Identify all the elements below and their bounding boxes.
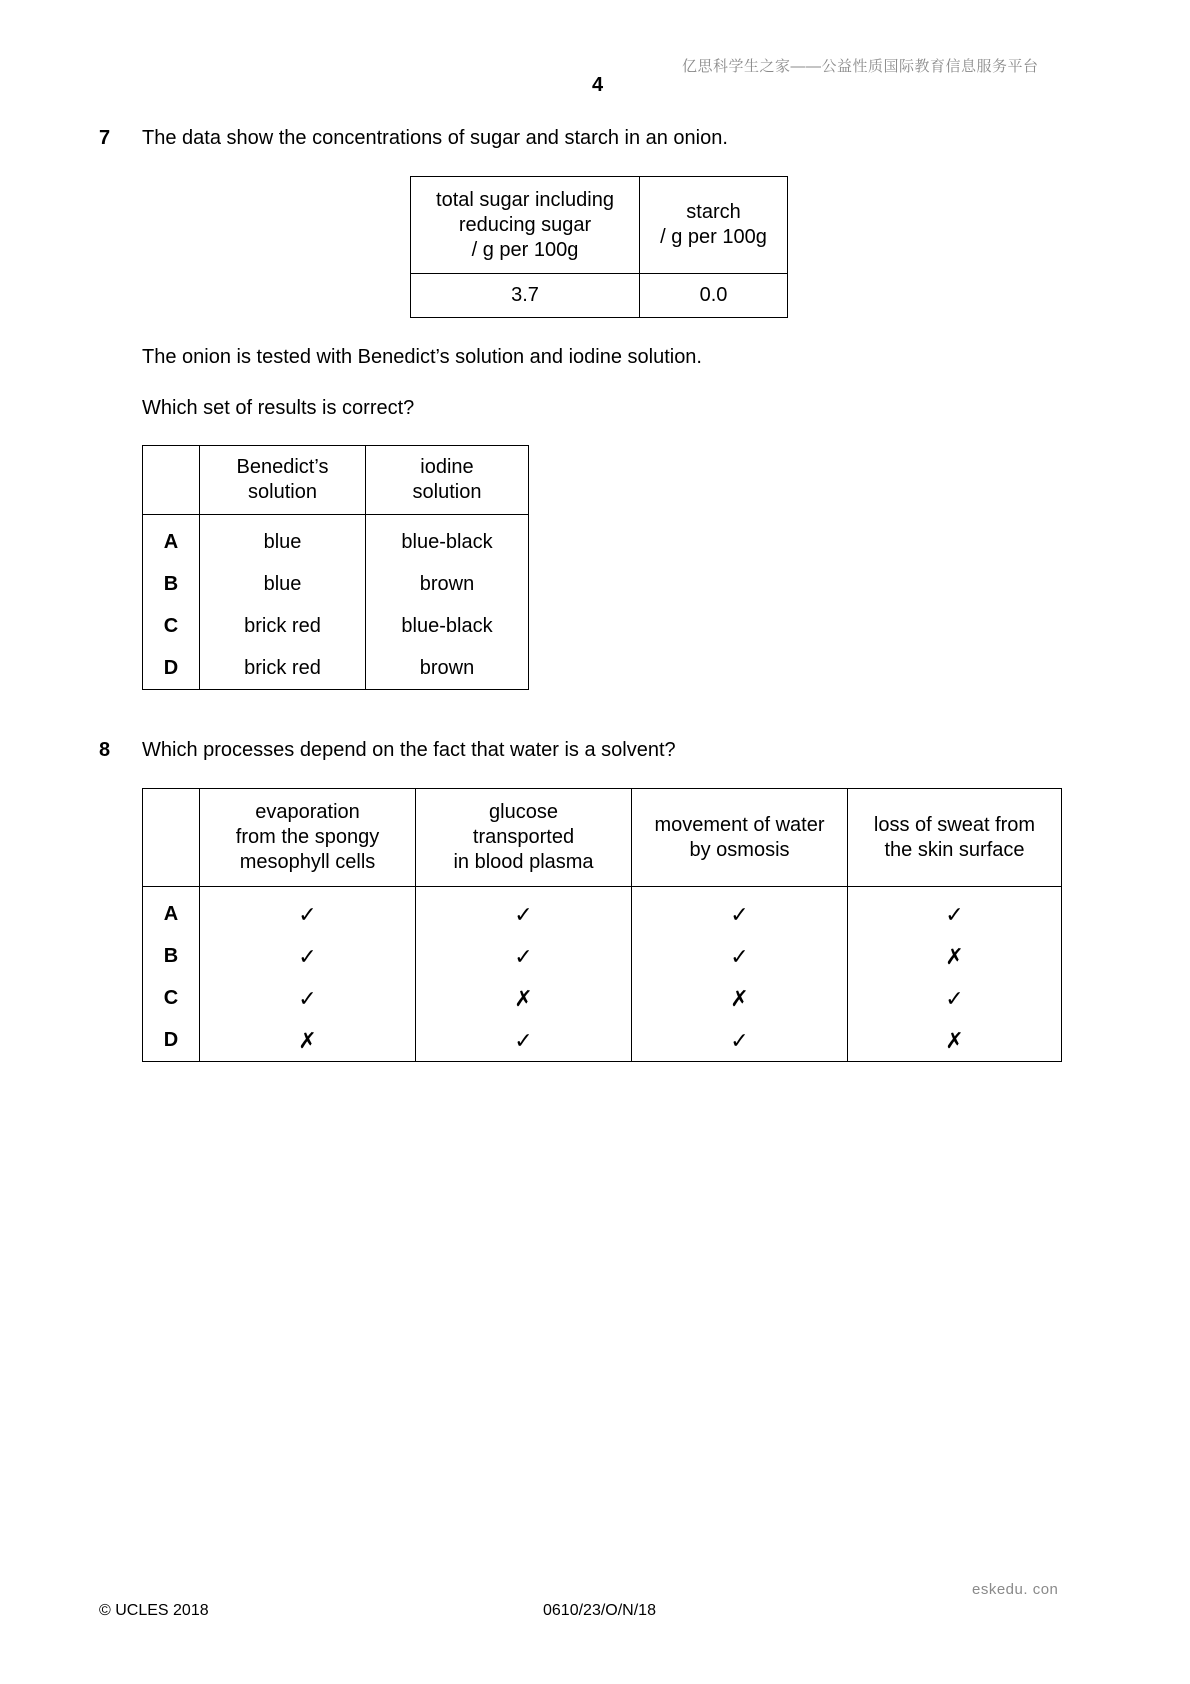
question-8-text: Which processes depend on the fact that water is a solvent? [142, 739, 676, 761]
question-7-number: 7 [99, 127, 111, 149]
mark-glucose: ✓ [416, 1019, 632, 1062]
header-benedicts: Benedict’s solution [200, 446, 366, 515]
mark-evaporation: ✓ [200, 887, 416, 936]
mark-glucose: ✗ [416, 977, 632, 1019]
mark-glucose: ✓ [416, 935, 632, 977]
mark-osmosis: ✗ [632, 977, 848, 1019]
mark-sweat: ✗ [848, 1019, 1062, 1062]
question-8-number: 8 [99, 739, 111, 761]
option-label: C [143, 977, 200, 1019]
mark-glucose: ✓ [416, 887, 632, 936]
mark-evaporation: ✗ [200, 1019, 416, 1062]
footer-paper-code: 0610/23/O/N/18 [543, 1602, 656, 1619]
header-starch: starch / g per 100g [640, 177, 788, 274]
question-7-text-2: The onion is tested with Benedict’s solution and iodine solution. [142, 346, 702, 368]
header-blank [143, 446, 200, 515]
option-label: C [143, 605, 200, 647]
value-total-sugar: 3.7 [411, 274, 640, 318]
option-label: D [143, 1019, 200, 1062]
mark-osmosis: ✓ [632, 887, 848, 936]
value-starch: 0.0 [640, 274, 788, 318]
mark-osmosis: ✓ [632, 935, 848, 977]
mark-evaporation: ✓ [200, 935, 416, 977]
header-osmosis: movement of water by osmosis [632, 789, 848, 887]
header-total-sugar: total sugar including reducing sugar / g per 100g [411, 177, 640, 274]
table-row [143, 977, 1062, 1019]
footer-copyright: © UCLES 2018 [99, 1602, 209, 1619]
benedicts-result: blue [200, 563, 366, 605]
table-row [143, 605, 529, 647]
table-row [143, 563, 529, 605]
mark-osmosis: ✓ [632, 1019, 848, 1062]
header-glucose: glucose transported in blood plasma [416, 789, 632, 887]
mark-sweat: ✓ [848, 887, 1062, 936]
mark-sweat: ✓ [848, 977, 1062, 1019]
option-label: A [143, 887, 200, 936]
option-label: B [143, 935, 200, 977]
mark-evaporation: ✓ [200, 977, 416, 1019]
iodine-result: blue-black [366, 605, 529, 647]
iodine-result: brown [366, 647, 529, 690]
benedicts-result: brick red [200, 605, 366, 647]
header-iodine: iodine solution [366, 446, 529, 515]
header-blank [143, 789, 200, 887]
iodine-result: blue-black [366, 515, 529, 564]
watermark-top: 亿思科学生之家——公益性质国际教育信息服务平台 [682, 58, 1039, 75]
header-sweat: loss of sweat from the skin surface [848, 789, 1062, 887]
option-label: D [143, 647, 200, 690]
watermark-bottom: eskedu. con [972, 1581, 1059, 1598]
benedicts-result: brick red [200, 647, 366, 690]
option-label: A [143, 515, 200, 564]
option-label: B [143, 563, 200, 605]
benedicts-result: blue [200, 515, 366, 564]
page-number: 4 [592, 74, 604, 96]
question-7-prompt: Which set of results is correct? [142, 397, 415, 419]
table-row [143, 935, 1062, 977]
benedicts-iodine-table [142, 445, 529, 690]
iodine-result: brown [366, 563, 529, 605]
table-row [143, 515, 529, 564]
table-row [143, 887, 1062, 936]
table-row [143, 647, 529, 690]
question-7-text: The data show the concentrations of sugar and starch in an onion. [142, 127, 728, 149]
solvent-processes-table [142, 788, 1062, 1062]
mark-sweat: ✗ [848, 935, 1062, 977]
sugar-starch-table [410, 176, 788, 318]
header-evaporation: evaporation from the spongy mesophyll cells [200, 789, 416, 887]
table-row [143, 1019, 1062, 1062]
